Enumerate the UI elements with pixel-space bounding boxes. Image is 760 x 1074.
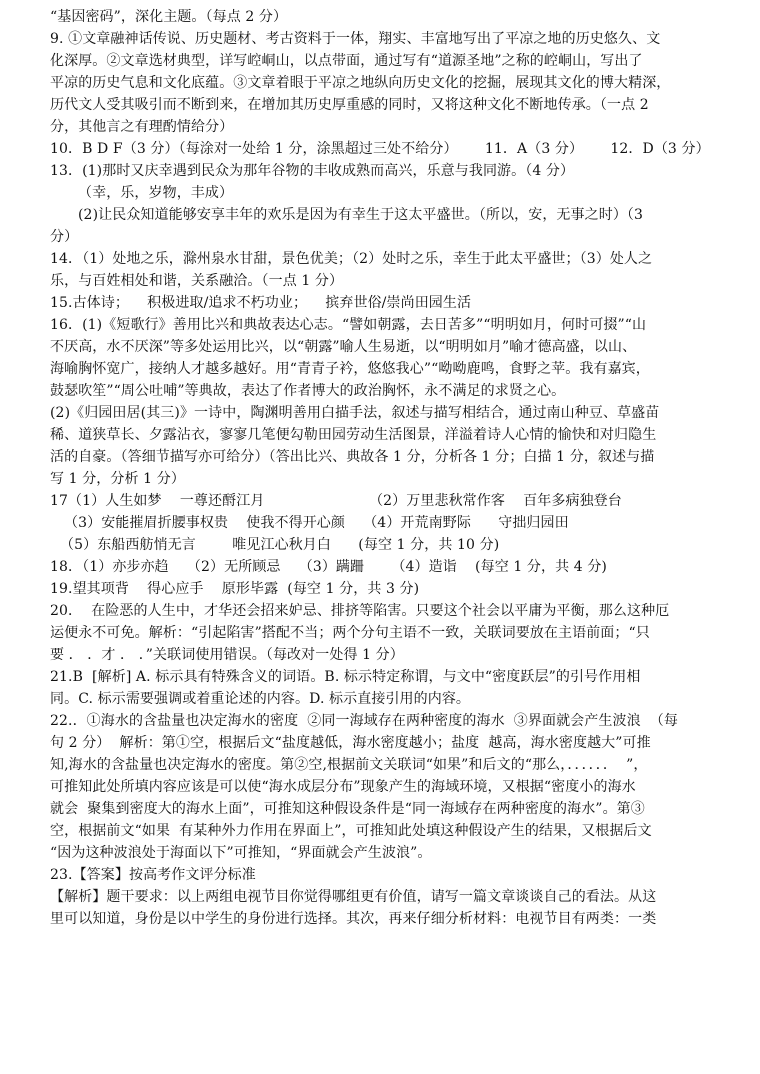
text-line: (2)《归园田居(其三)》一诗中，陶渊明善用白描手法，叙述与描写相结合，通过南山种豆、草盛苗: [50, 405, 660, 421]
text-line: 化深厚。②文章选材典型，详写崆峒山，以点带面，通过写有“道源圣地”之称的崆峒山，写出了: [50, 53, 643, 69]
text-line: 乐，与百姓相处和谐，关系融洽。（一点 1 分）: [50, 273, 344, 289]
text-line: 就会 聚集到密度大的海水上面”，可推知这种假设条件是“同一海域存在两种密度的海水”。第③: [50, 801, 645, 817]
text-line: （5）东船西舫悄无言 唯见江心秋月白 (每空 1 分，共 10 分): [60, 537, 500, 553]
text-line: 可推知此处所填内容应该是可以使“海水成层分布”现象产生的海域环境，又根据“密度小的海水: [50, 779, 636, 795]
text-line: 22.．①海水的含盐量也决定海水的密度 ②同一海域存在两种密度的海水 ③界面就会产生波浪 （每: [50, 713, 678, 729]
text-line: 里可以知道，身份是以中学生的身份进行选择。其次，再来仔细分析材料：电视节目有两类：一类: [50, 911, 657, 927]
text-line: “因为这种波浪处于海面以下”可推知，“界面就会产生波浪”。: [50, 845, 432, 861]
text-line: 21.B [解析] A. 标示具有特殊含义的词语。B. 标示特定称谓，与文中“密度跃层”的引号作用相: [50, 669, 641, 685]
text-line: 16．(1)《短歌行》善用比兴和典故表达心志。“譬如朝露，去日苦多”“明明如月，何时可掇”“山: [50, 317, 647, 333]
text-line: 9. ①文章融神话传说、历史题材、考古资料于一体，翔实、丰富地写出了平凉之地的历史悠久、文: [50, 31, 661, 47]
text-line: (2)让民众知道能够安享丰年的欢乐是因为有幸生于这太平盛世。（所以，安，无事之时）（3: [78, 207, 644, 223]
text-line: 14．（1）处地之乐，滁州泉水甘甜，景色优美；（2）处时之乐，幸生于此太平盛世；（3）处人之: [50, 251, 653, 267]
text-line: （幸，乐，岁物，丰成）: [78, 185, 234, 201]
text-line: 历代文人受其吸引而不断到来，在增加其历史厚重感的同时，又将这种文化不断地传承。（一点 2: [50, 97, 649, 113]
text-line: 15.古体诗； 积极进取/追求不朽功业； 摈弃世俗/崇尚田园生活: [50, 295, 472, 311]
text-line: 分）: [50, 229, 79, 245]
text-line: 知,海水的含盐量也决定海水的密度。第②空,根据前文关联词“如果”和后文的“那么，．．．．．． ”，: [50, 757, 648, 773]
text-line: 【解析】题干要求：以上两组电视节目你觉得哪组更有价值，请写一篇文章谈谈自己的看法。从这: [50, 889, 657, 905]
text-line: 海喻胸怀宽广，接纳人才越多越好。用“青青子衿，悠悠我心”“呦呦鹿鸣，食野之苹。我有嘉宾，: [50, 361, 650, 377]
text-line: 19.望其项背 得心应手 原形毕露 (每空 1 分，共 3 分): [50, 581, 420, 597]
text-line: （3）安能摧眉折腰事权贵 使我不得开心颜 （4）开荒南野际 守拙归园田: [64, 515, 569, 531]
text-line: 不厌高，水不厌深”等多处运用比兴，以“朝露”喻人生易逝，以“明明如月”喻才德高盛，以山、: [50, 339, 637, 355]
text-line: 23.【答案】按高考作文评分标准: [50, 867, 256, 883]
text-line: 空，根据前文“如果 有某种外力作用在界面上”，可推知此处填这种假设产生的结果，又根据后文: [50, 823, 652, 839]
text-line: 活的自豪。（答细节描写亦可给分）（答出比兴、典故各 1 分，分析各 1 分；白描 1 分，叙述与描: [50, 449, 655, 465]
text-line: 10．B D F（3 分）（每涂对一处给 1 分，涂黑超过三处不给分） 11．A（3 分） 12．D（3 分）: [50, 141, 710, 157]
text-line: 句 2 分） 解析：第①空，根据后文“盐度越低，海水密度越小；盐度 越高，海水密度越大”可推: [50, 735, 651, 751]
text-line: 要 ． ．才 ． ．”关联词使用错误。（每改对一处得 1 分）: [50, 647, 404, 663]
text-line: 13．(1)那时又庆幸遇到民众为那年谷物的丰收成熟而高兴，乐意与我同游。（4 分）: [50, 163, 575, 179]
text-line: 运便永不可免。解析：“引起陷害”搭配不当；两个分句主语不一致，关联词要放在主语前面；“只: [50, 625, 650, 641]
text-line: 分，其他言之有理酌情给分）: [50, 119, 234, 135]
text-line: 20． 在险恶的人生中，才华还会招来妒忌、排挤等陷害。只要这个社会以平庸为平衡，那么这种厄: [50, 603, 670, 619]
text-line: 稀、道狭草长、夕露沾衣，寥寥几笔便勾勒田园劳动生活图景，洋溢着诗人心情的愉快和对归隐生: [50, 427, 657, 443]
text-line: 写 1 分，分析 1 分）: [50, 471, 185, 487]
text-line: “基因密码”，深化主题。（每点 2 分）: [50, 9, 288, 25]
text-line: 18．（1）亦步亦趋 （2）无所顾忌 （3）蹒跚 （4）造诣 (每空 1 分，共 4 分): [50, 559, 607, 575]
text-line: 17（1）人生如梦 一尊还酹江月 （2）万里悲秋常作客 百年多病独登台: [50, 493, 622, 509]
text-line: 鼓瑟吹笙”“周公吐哺”等典故，表达了作者博大的政治胸怀，永不满足的求贤之心。: [50, 383, 566, 399]
text-line: 平凉的历史气息和文化底蕴。③文章着眼于平凉之地纵向历史文化的挖掘，展现其文化的博大精深，: [50, 75, 671, 91]
text-line: 同。C. 标示需要强调或着重论述的内容。D. 标示直接引用的内容。: [50, 691, 471, 707]
